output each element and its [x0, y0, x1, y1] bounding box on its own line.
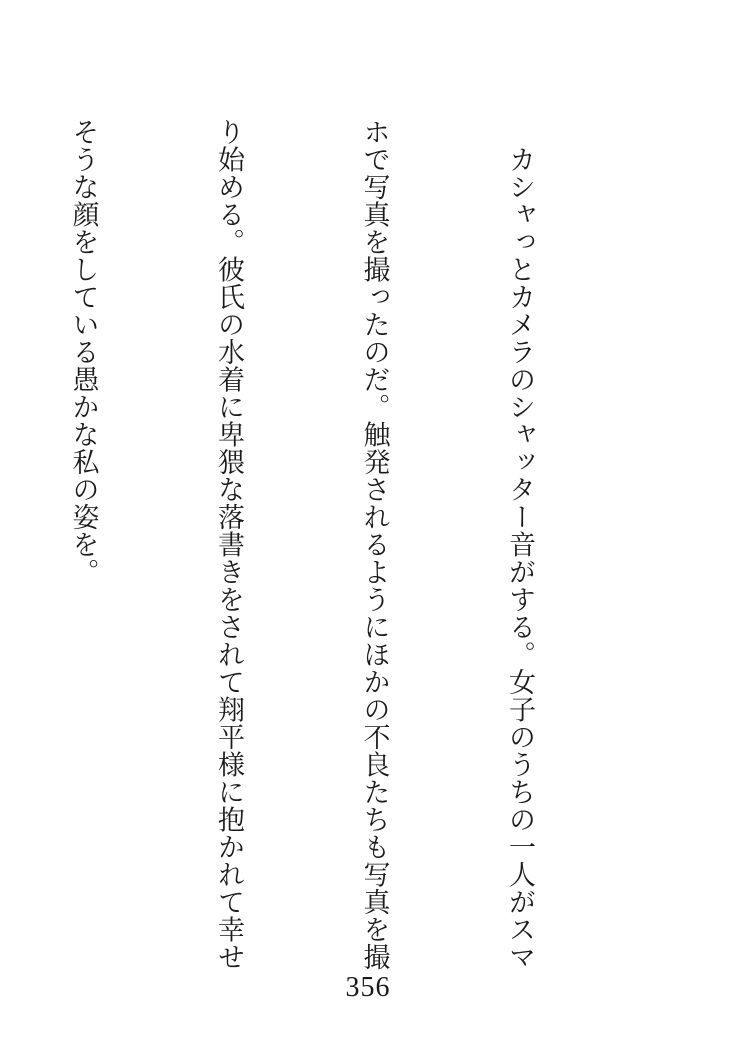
text-column: ホで写真を撮ったのだ。触発されるようにほかの不良たちも写真を撮: [358, 118, 390, 971]
page-number: 356: [345, 972, 391, 1003]
text-column: り始める。彼氏の水着に卑猥な落書きをされて翔平様に抱かれて幸せ: [213, 118, 244, 971]
text-column: カシャっとカメラのシャッター音がする。女子のうちの一人がスマ: [504, 118, 535, 971]
text-column: そうな顔をしている愚かな私の姿を。: [67, 118, 99, 586]
body-text: [67, 118, 640, 971]
